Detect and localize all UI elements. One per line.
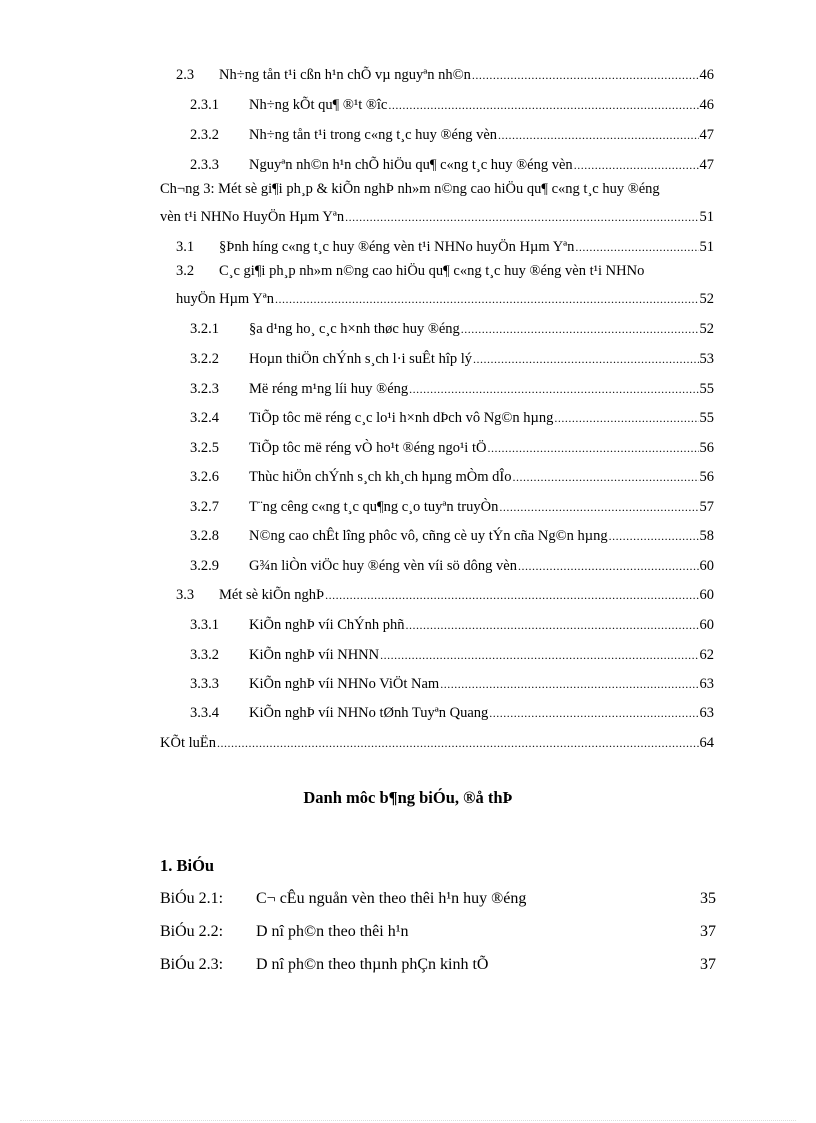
toc-number: 3.2.9 [190, 558, 219, 574]
toc-number: 3.3 [176, 587, 195, 603]
toc-page: 60 [699, 587, 714, 603]
toc-leader [498, 126, 698, 144]
chart-page: 35 [700, 890, 716, 907]
toc-number: 3.3.3 [190, 676, 219, 692]
toc-number: 3.2.3 [190, 381, 219, 397]
toc-title: Më réng m¹ng líi huy ®éng [249, 381, 409, 397]
toc-page: 58 [699, 528, 714, 544]
page-divider [20, 1120, 796, 1121]
toc-page: 47 [699, 127, 714, 143]
toc-leader [275, 290, 698, 308]
toc-page: 51 [699, 209, 714, 225]
toc-entry[interactable] [160, 204, 714, 226]
toc-leader [461, 320, 699, 338]
toc-entry[interactable] [190, 464, 714, 486]
toc-chapter-title[interactable]: Ch¬ng 3: Mét sè gi¶i ph¸p & kiÕn nghÞ nh»m n©ng cao hiÖu qu¶ c«ng t¸c huy ®éng [160, 181, 660, 197]
toc-number: 3.2.8 [190, 528, 219, 544]
toc-entry[interactable] [176, 62, 714, 84]
toc-leader [609, 527, 699, 545]
toc-page: 52 [699, 291, 714, 307]
toc-page: 46 [699, 67, 714, 83]
toc-number: 3.2.7 [190, 499, 219, 515]
toc-entry[interactable] [190, 700, 714, 722]
chart-list-item[interactable] [160, 923, 716, 947]
toc-title: Hoµn thiÖn chÝnh s¸ch l·i suÊt hîp lý [249, 351, 473, 367]
toc-entry[interactable] [190, 152, 714, 174]
toc-page: 46 [699, 97, 714, 113]
toc-entry[interactable] [160, 730, 714, 752]
toc-leader [409, 380, 698, 398]
toc-leader [518, 557, 699, 575]
toc-entry[interactable] [190, 376, 714, 398]
toc-leader [217, 734, 699, 752]
toc-title: Mét sè kiÕn nghÞ [219, 587, 325, 603]
toc-page: 63 [699, 676, 714, 692]
toc-entry[interactable] [190, 494, 714, 516]
toc-title: Thùc hiÖn chÝnh s¸ch kh¸ch hµng mÒm dÎo [249, 469, 512, 485]
toc-number: 2.3 [176, 67, 195, 83]
toc-number: 2.3.1 [190, 97, 219, 113]
chart-page: 37 [700, 956, 716, 973]
toc-entry-first-line[interactable] [176, 262, 644, 280]
toc-entry[interactable] [190, 671, 714, 693]
toc-page: 52 [699, 321, 714, 337]
toc-number: 3.3.2 [190, 647, 219, 663]
toc-title: KiÕn nghÞ víi NHNo ViÖt Nam [249, 676, 440, 692]
toc-title: Nh÷ng kÕt qu¶ ®¹t ®îc [249, 97, 388, 113]
toc-page: 60 [699, 617, 714, 633]
toc-entry[interactable] [190, 612, 714, 634]
toc-leader [325, 586, 698, 604]
toc-leader [473, 350, 698, 368]
toc-entry[interactable] [190, 553, 714, 575]
toc-number: 3.3.4 [190, 705, 219, 721]
toc-leader [554, 409, 698, 427]
toc-leader [499, 498, 698, 516]
toc-entry[interactable] [190, 405, 714, 427]
toc-leader [388, 96, 698, 114]
toc-number: 3.2 [176, 263, 195, 279]
toc-title-continued: huyÖn Hµm Yªn [176, 291, 275, 307]
toc-page: 63 [699, 705, 714, 721]
list-heading: Danh môc b¶ng biÓu, ®å thÞ [303, 788, 513, 807]
toc-number: 3.2.2 [190, 351, 219, 367]
chart-label: BiÓu 2.3: [160, 956, 224, 973]
toc-entry[interactable] [190, 92, 714, 114]
toc-entry[interactable] [190, 523, 714, 545]
toc-leader [489, 704, 698, 722]
toc-entry[interactable] [190, 122, 714, 144]
chart-title: D nî ph©n theo thêi h¹n [256, 923, 409, 940]
toc-title: KiÕn nghÞ víi NHNN [249, 647, 380, 663]
chart-list-item[interactable] [160, 890, 716, 914]
toc-entry[interactable] [176, 582, 714, 604]
toc-title: §a d¹ng ho¸ c¸c h×nh thøc huy ®éng [249, 321, 460, 337]
toc-page: 60 [699, 558, 714, 574]
toc-leader [487, 439, 698, 457]
toc-title: §Þnh híng c«ng t¸c huy ®éng vèn t¹i NHNo huyÖn Hµm Yªn [219, 239, 575, 255]
toc-title: C¸c gi¶i ph¸p nh»m n©ng cao hiÖu qu¶ c«ng t¸c huy ®éng vèn t¹i NHNo [219, 263, 645, 279]
toc-entry[interactable] [190, 346, 714, 368]
toc-page: 56 [699, 440, 714, 456]
chart-title: D nî ph©n theo thµnh phÇn kinh tÕ [256, 956, 489, 973]
toc-page: 57 [699, 499, 714, 515]
toc-leader [472, 66, 699, 84]
toc-title: Nguyªn nh©n h¹n chÕ hiÖu qu¶ c«ng t¸c huy ®éng vèn [249, 157, 573, 173]
toc-title: TiÕp tôc më réng vÒ ho¹t ®éng ngo¹i tÖ [249, 440, 487, 456]
toc-entry[interactable] [176, 286, 714, 308]
toc-page: 64 [699, 735, 714, 751]
chart-label: BiÓu 2.2: [160, 923, 224, 940]
chart-label: BiÓu 2.1: [160, 890, 224, 907]
toc-number: 3.2.4 [190, 410, 219, 426]
toc-title-continued: vèn t¹i NHNo HuyÖn Hµm Yªn [160, 209, 345, 225]
toc-title: G¾n liÒn viÖc huy ®éng vèn víi sö dông vèn [249, 558, 517, 574]
toc-number: 2.3.3 [190, 157, 219, 173]
toc-title: Nh÷ng tån t¹i trong c«ng t¸c huy ®éng vèn [249, 127, 498, 143]
toc-page: 56 [699, 469, 714, 485]
toc-page: 53 [699, 351, 714, 367]
section-heading: 1. BiÓu [160, 856, 215, 875]
toc-number: 2.3.2 [190, 127, 219, 143]
chart-list-item[interactable] [160, 956, 716, 980]
toc-page: 51 [699, 239, 714, 255]
toc-leader [512, 468, 698, 486]
toc-page: 55 [699, 410, 714, 426]
toc-entry[interactable] [190, 435, 714, 457]
chart-title: C¬ cÊu nguån vèn theo thêi h¹n huy ®éng [256, 890, 527, 907]
toc-leader [574, 156, 699, 174]
toc-leader [440, 675, 698, 693]
toc-number: 3.2.6 [190, 469, 219, 485]
toc-entry[interactable] [190, 642, 714, 664]
toc-title: TiÕp tôc më réng c¸c lo¹i h×nh dÞch vô Ng©n hµng [249, 410, 554, 426]
toc-page: 62 [699, 647, 714, 663]
toc-leader [380, 646, 698, 664]
toc-page: 55 [699, 381, 714, 397]
toc-entry[interactable] [176, 234, 714, 256]
toc-leader [345, 208, 698, 226]
toc-number: 3.1 [176, 239, 195, 255]
toc-number: 3.2.1 [190, 321, 219, 337]
chart-page: 37 [700, 923, 716, 940]
toc-entry[interactable] [190, 316, 714, 338]
toc-page: 47 [699, 157, 714, 173]
toc-title: N©ng cao chÊt lîng phôc vô, cñng cè uy tÝn cña Ng©n hµng [249, 528, 608, 544]
toc-leader [406, 616, 699, 634]
toc-title: KiÕn nghÞ víi ChÝnh phñ [249, 617, 405, 633]
toc-leader [575, 238, 698, 256]
toc-number: 3.3.1 [190, 617, 219, 633]
toc-title: KÕt luËn [160, 735, 216, 751]
toc-title: T¨ng cêng c«ng t¸c qu¶ng c¸o tuyªn truyÒn [249, 499, 499, 515]
toc-title: Nh÷ng tån t¹i cßn h¹n chÕ vµ nguyªn nh©n [219, 67, 471, 83]
toc-number: 3.2.5 [190, 440, 219, 456]
toc-title: KiÕn nghÞ víi NHNo tØnh Tuyªn Quang [249, 705, 489, 721]
